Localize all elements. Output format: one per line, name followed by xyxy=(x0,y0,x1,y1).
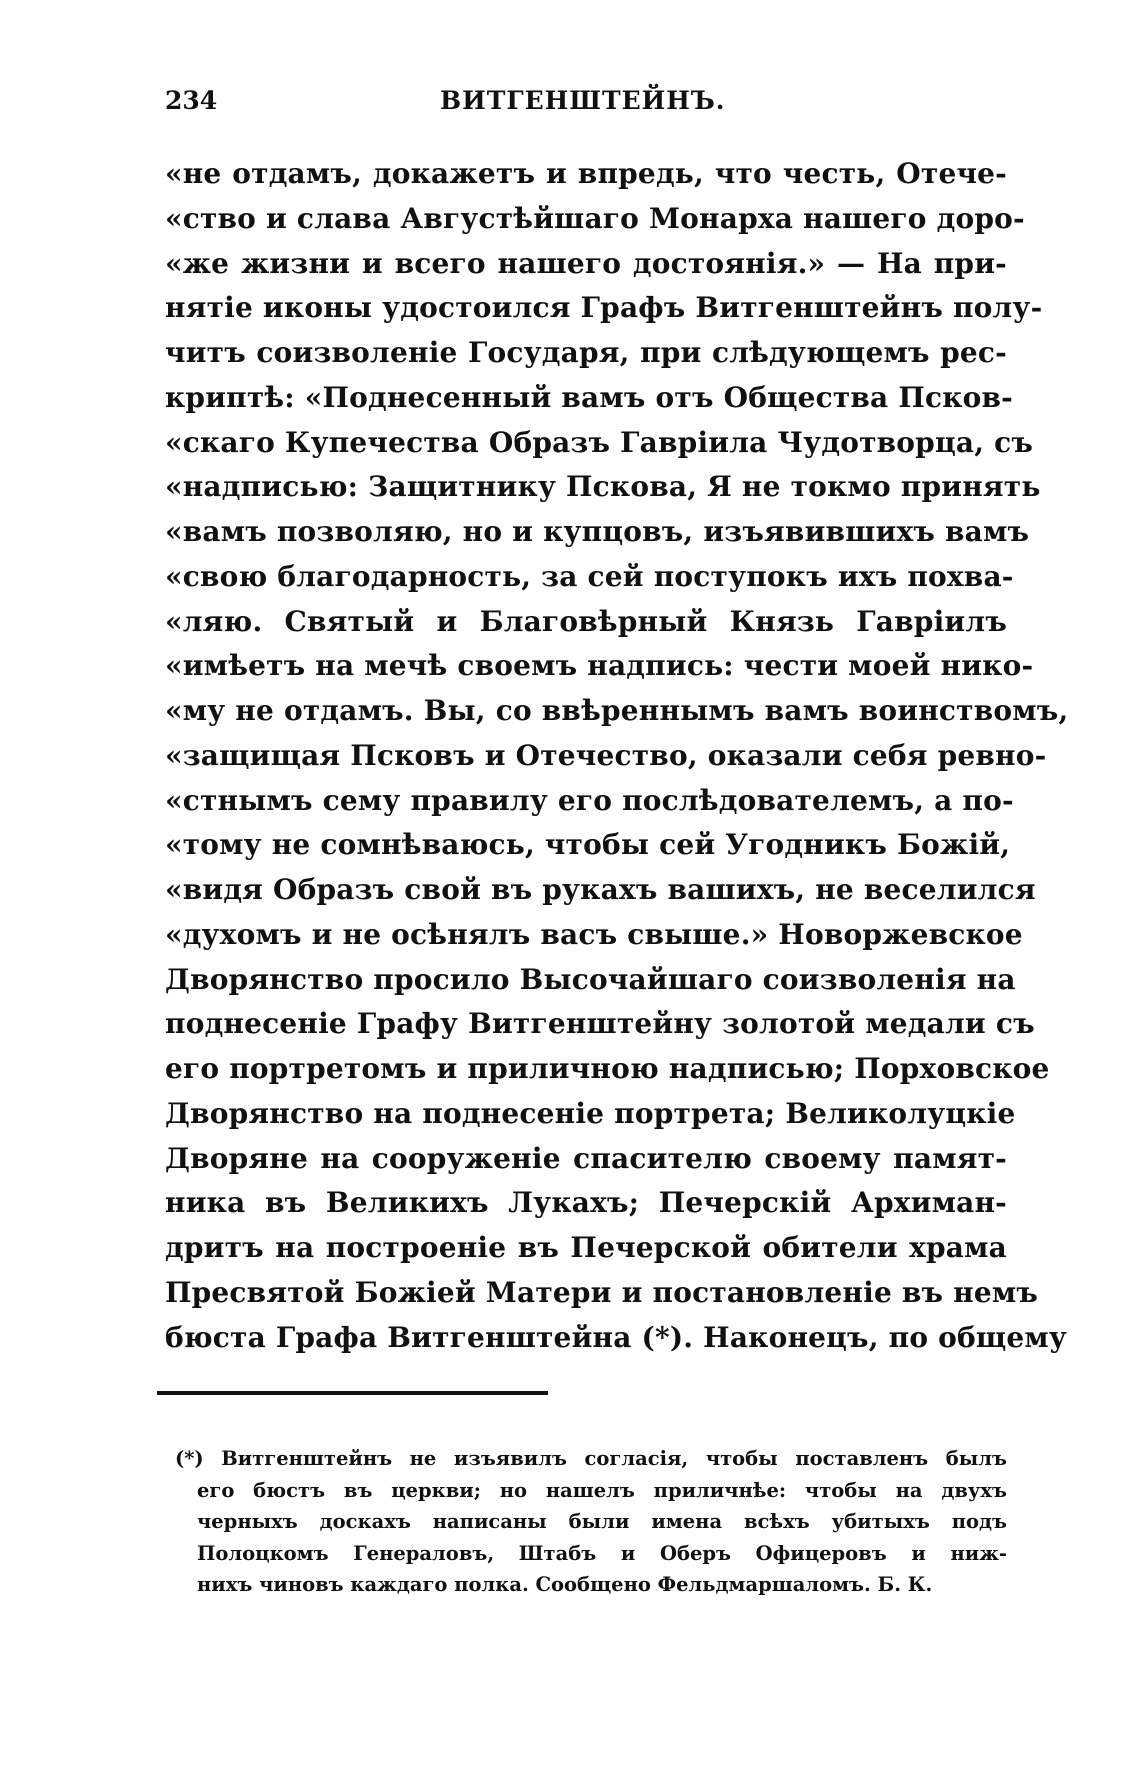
text-line: «же жизни и всего нашего достоянія.» — На при- xyxy=(165,246,1007,280)
text-line: читъ соизволеніе Государя, при слѣдующемъ рес- xyxy=(165,336,1007,369)
text-line: «ляю. Святый и Благовѣрный Князь Гавріилъ xyxy=(165,604,1007,638)
text-line: дритъ на построеніе въ Печерской обители храма xyxy=(165,1231,1007,1264)
text-line: его портретомъ и приличною надписью; Порховское xyxy=(165,1052,1050,1085)
text-line: «вамъ позволяю, но и купцовъ, изъявившихъ вамъ xyxy=(165,515,1030,548)
text-line: «тому не сомнѣваюсь, чтобы сей Угодникъ Божій, xyxy=(165,828,1011,862)
text-line: криптѣ: «Поднесенный вамъ отъ Общества Псков- xyxy=(165,380,1013,414)
page-number: 234 xyxy=(165,86,218,115)
text-line: «не отдамъ, докажетъ и впредь, что честь, Отече- xyxy=(165,157,1007,190)
footnote-line: его бюстъ въ церкви; но нашелъ приличнѣе: чтобы на двухъ xyxy=(197,1478,1007,1502)
text-line: «духомъ и не осѣнялъ васъ свыше.» Новоржевское xyxy=(165,917,1023,951)
page-header xyxy=(165,86,1005,126)
footnote-line: (*) Витгенштейнъ не изъявилъ согласія, чтобы поставленъ былъ xyxy=(175,1447,1007,1470)
text-line: «скаго Купечества Образъ Гавріила Чудотворца, съ xyxy=(165,425,1034,459)
body-text xyxy=(165,152,1069,1360)
text-line: Дворяне на сооруженіе спасителю своему памят- xyxy=(165,1141,1007,1175)
text-line: «ство и слава Августѣйшаго Монарха нашего доро- xyxy=(165,201,1025,235)
text-line: «му не отдамъ. Вы, со ввѣреннымъ вамъ воинствомъ, xyxy=(165,694,1069,727)
footnote-line: нихъ чиновъ каждаго полка. Сообщено Фельдмаршаломъ. Б. К. xyxy=(197,1573,933,1596)
text-line: бюста Графа Витгенштейна (*). Наконецъ, по общему xyxy=(165,1320,1068,1354)
text-line: Дворянство на поднесеніе портрета; Великолуцкіе xyxy=(165,1096,1016,1130)
running-title: ВИТГЕНШТЕЙНЪ. xyxy=(440,86,726,115)
text-line: «свою благодарность, за сей поступокъ ихъ похва- xyxy=(165,559,1014,593)
footnote-line: черныхъ доскахъ написаны были имена всѣхъ убитыхъ подъ xyxy=(197,1510,1007,1533)
text-line: «стнымъ сему правилу его послѣдователемъ, а по- xyxy=(165,783,1014,817)
text-line: ника въ Великихъ Лукахъ; Печерскій Архиман- xyxy=(165,1186,1007,1220)
footnote-divider xyxy=(157,1391,548,1395)
footnote xyxy=(175,1443,1007,1601)
text-line: «защищая Псковъ и Отечество, оказали себя ревно- xyxy=(165,738,1047,772)
footnote-line: Полоцкомъ Генераловъ, Штабъ и Оберъ Офицеровъ и ниж- xyxy=(197,1541,1007,1565)
text-line: «надписью: Защитнику Пскова, Я не токмо принять xyxy=(165,470,1041,504)
text-line: Пресвятой Божіей Матери и постановленіе въ немъ xyxy=(165,1275,1039,1309)
text-line: «имѣетъ на мечѣ своемъ надпись: чести моей нико- xyxy=(165,649,1034,683)
text-line: «видя Образъ свой въ рукахъ вашихъ, не веселился xyxy=(165,873,1036,906)
text-line: Дворянство просило Высочайшаго соизволенія на xyxy=(165,962,1016,996)
text-line: нятіе иконы удостоился Графъ Витгенштейнъ полу- xyxy=(165,291,1043,325)
text-line: поднесеніе Графу Витгенштейну золотой медали съ xyxy=(165,1007,1035,1041)
